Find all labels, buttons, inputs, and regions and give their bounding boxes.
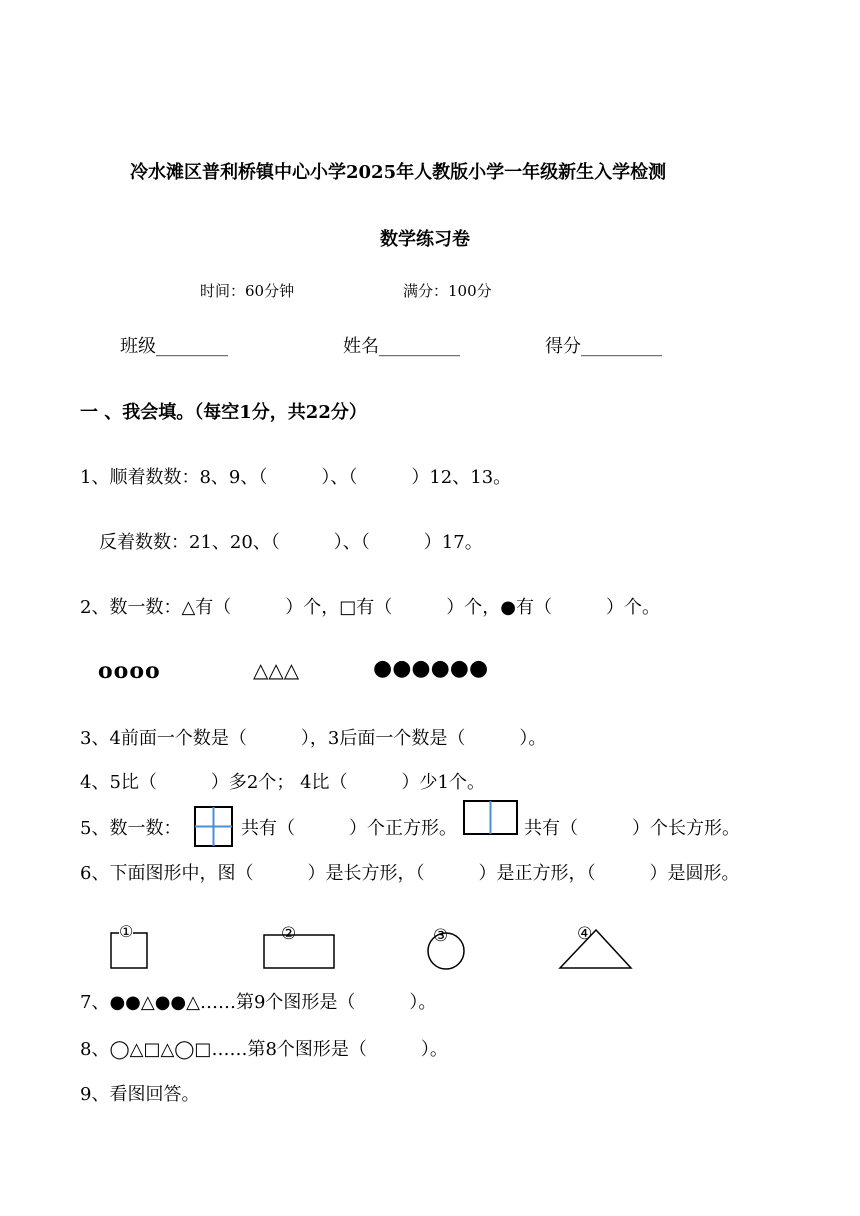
question-1a: 1、顺着数数：8、9、（ ）、（ ）12、13。	[80, 467, 512, 488]
full-score: 满分：100分	[403, 282, 492, 300]
question-1b: 反着数数：21、20、（ ）、（ ）17。	[99, 532, 483, 553]
question-5-rectangles: 共有（ ）个长方形。	[524, 818, 740, 839]
shape-4-label: ④	[577, 924, 593, 944]
question-7: 7、●●△●●△……第9个图形是（ ）。	[80, 992, 437, 1013]
rectangle-split-figure	[463, 800, 519, 836]
shape-1-label: ①	[119, 922, 134, 941]
question-4: 4、5比（ ）多2个； 4比（ ）少1个。	[80, 772, 485, 793]
q2-circles	[98, 658, 161, 684]
time-limit: 时间：60分钟	[200, 282, 295, 300]
shape-2-label: ②	[281, 924, 297, 944]
question-2: 2、数一数：△有（ ）个，□有（ ）个，●有（ ）个。	[80, 597, 661, 618]
q2-dots: ●●●●●●	[373, 656, 489, 681]
shape-4-triangle	[558, 926, 634, 970]
question-5-squares: 共有（ ）个正方形。	[241, 818, 457, 839]
square-grid-figure	[194, 806, 234, 848]
exam-subtitle: 数学练习卷	[380, 229, 470, 250]
class-field: 班级________	[120, 336, 228, 357]
shape-3-label: ③	[433, 926, 449, 946]
exam-title: 冷水滩区普利桥镇中心小学2025年人教版小学一年级新生入学检测	[130, 162, 667, 183]
question-3: 3、4前面一个数是（ ），3后面一个数是（ ）。	[80, 728, 547, 749]
section-heading: 一 、我会填。（每空1分，共22分）	[80, 402, 367, 423]
question-5-prefix: 5、数一数：	[80, 818, 182, 839]
question-8: 8、◯△□△◯□……第8个图形是（ ）。	[80, 1039, 448, 1060]
q2-triangles: △△△	[253, 658, 300, 682]
question-9: 9、看图回答。	[80, 1084, 200, 1105]
shape-2-rectangle	[263, 930, 337, 970]
question-6: 6、下面图形中，图（ ）是长方形，（ ）是正方形，（ ）是圆形。	[80, 863, 740, 884]
q2-circles-text: oooo	[98, 658, 161, 684]
name-field: 姓名_________	[343, 336, 460, 357]
score-field: 得分_________	[545, 336, 662, 357]
